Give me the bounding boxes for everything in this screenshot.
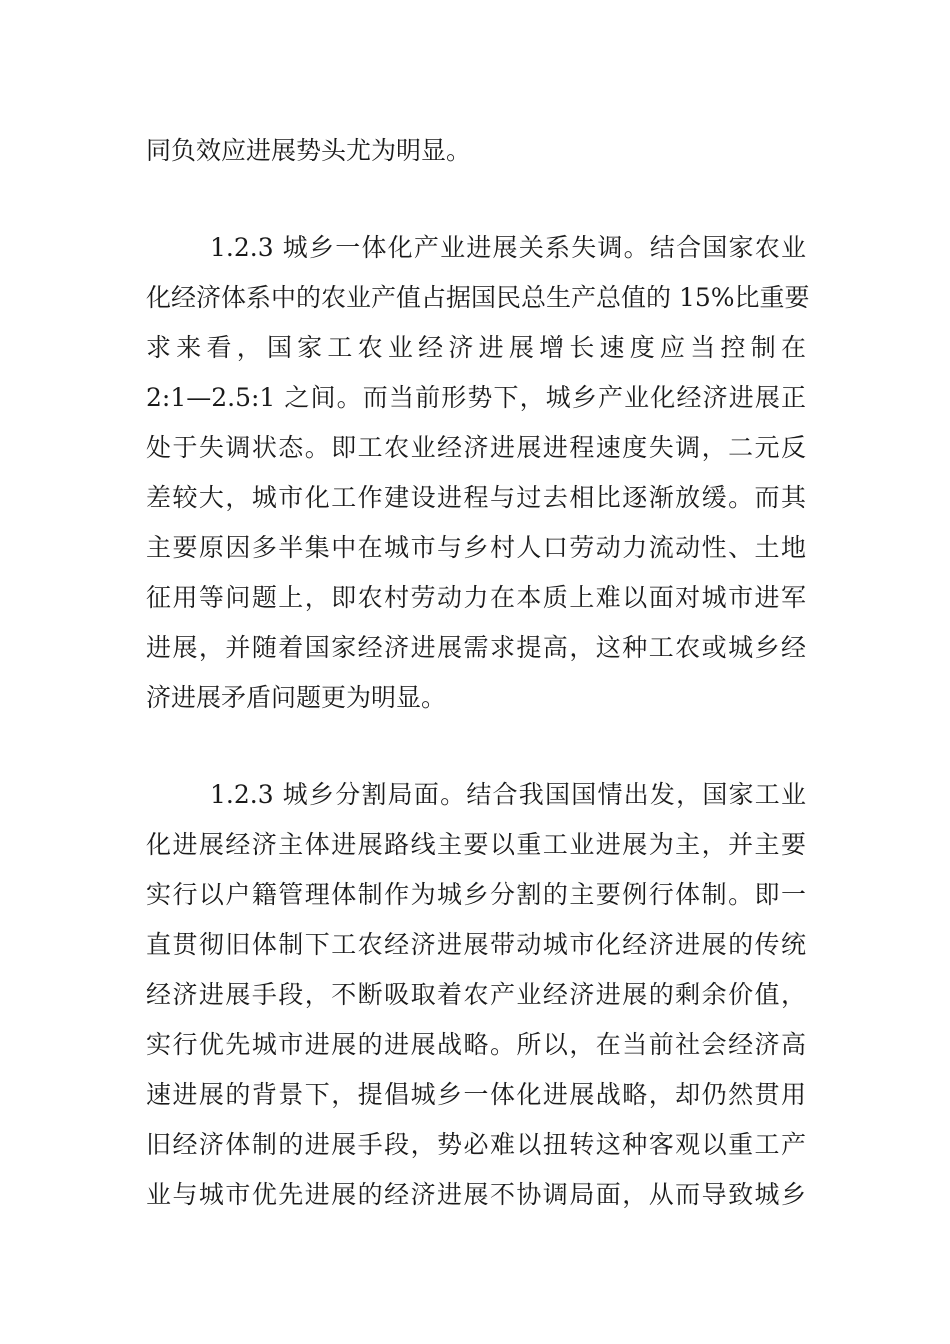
paragraph-line: 业与城市优先进展的经济进展不协调局面，从而导致城乡 <box>146 1180 806 1209</box>
paragraph-line: 差较大，城市化工作建设进程与过去相比逐渐放缓。而其 <box>146 483 806 512</box>
paragraph-line: 处于失调状态。即工农业经济进展进程速度失调，二元反 <box>146 433 806 462</box>
paragraph-line: 化进展经济主体进展路线主要以重工业进展为主，并主要 <box>146 830 806 859</box>
paragraph-line: 直贯彻旧体制下工农经济进展带动城市化经济进展的传统 <box>146 930 806 959</box>
paragraph-line: 实行以户籍管理体制作为城乡分割的主要例行体制。即一 <box>146 880 806 909</box>
paragraph-line: 化经济体系中的农业产值占据国民总生产总值的 15%比重要 <box>146 283 810 312</box>
paragraph-line: 进展，并随着国家经济进展需求提高，这种工农或城乡经 <box>146 633 806 662</box>
paragraph-line: 实行优先城市进展的进展战略。所以，在当前社会经济高 <box>146 1030 806 1059</box>
paragraph-line: 速进展的背景下，提倡城乡一体化进展战略，却仍然贯用 <box>146 1080 806 1109</box>
paragraph-line: 旧经济体制的进展手段，势必难以扭转这种客观以重工产 <box>146 1130 806 1159</box>
paragraph-line: 求来看，国家工农业经济进展增长速度应当控制在 <box>146 333 806 362</box>
paragraph-line: 征用等问题上，即农村劳动力在本质上难以面对城市进军 <box>146 583 806 612</box>
paragraph-line: 经济进展手段，不断吸取着农产业经济进展的剩余价值， <box>146 980 806 1009</box>
paragraph-line: 1.2.3 城乡一体化产业进展关系失调。结合国家农业 <box>210 233 806 262</box>
paragraph-line: 主要原因多半集中在城市与乡村人口劳动力流动性、土地 <box>146 533 806 562</box>
paragraph-line: 2:1—2.5:1 之间。而当前形势下，城乡产业化经济进展正 <box>146 383 806 412</box>
paragraph-line: 济进展矛盾问题更为明显。 <box>146 683 447 712</box>
paragraph-line: 1.2.3 城乡分割局面。结合我国国情出发，国家工业 <box>210 780 806 809</box>
paragraph-line: 同负效应进展势头尤为明显。 <box>146 136 472 165</box>
